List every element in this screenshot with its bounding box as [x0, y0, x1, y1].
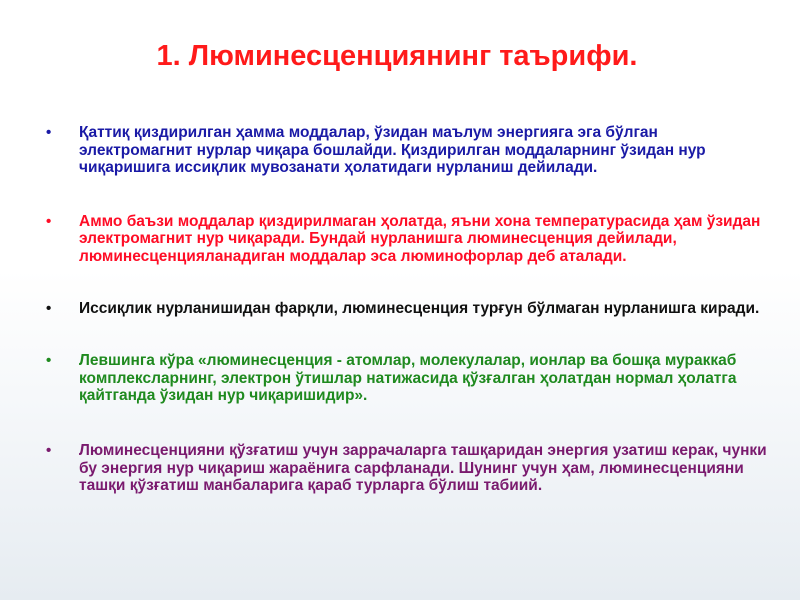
bullet-item-definition [44, 124, 770, 177]
bullet-item-levshin [44, 352, 770, 405]
bullet-list [44, 124, 770, 495]
slide-title: 1. Люминесценциянинг таърифи. [156, 40, 638, 72]
bullet-item-nonequilibrium [44, 300, 770, 318]
bullet-text: Люминесценцияни қўзғатиш учун заррачаларга ташқаридан энергия узатиш керак, чунки бу энергия нур чиқариш жараёнига сарфланади. Шунинг учун ҳам, люминесценцияни ташқи қўзғатиш манбаларига қараб турларга бўлиш табиий. [79, 441, 767, 495]
bullet-item-excitation [44, 442, 770, 495]
bullet-text: Иссиқлик нурланишидан фарқли, люминесценция турғун бўлмаган нурланишга киради. [79, 299, 760, 317]
bullet-icon: • [46, 299, 52, 317]
bullet-text: Левшинга кўра «люминесценция - атомлар, молекулалар, ионлар ва бошқа мураккаб комплексларнинг, электрон ўтишлар натижасида қўзғалган ҳолатдан нормал ҳолатга қайтганда ўзидан нур чиқаришидир». [79, 352, 737, 405]
bullet-icon: • [46, 441, 52, 459]
bullet-icon: • [46, 352, 52, 370]
bullet-text: Қаттиқ қиздирилган ҳамма моддалар, ўзидан маълум энергияга эга бўлган электромагнит нурлар чиқара бошлайди. Қиздирилган моддаларнинг ўзидан нур чиқаришига иссиқлик мувозанати ҳолатидаги нурланиш дейилади. [79, 124, 706, 177]
bullet-icon: • [46, 212, 52, 230]
bullet-icon: • [46, 124, 52, 141]
bullet-item-luminescence [44, 213, 770, 266]
bullet-text: Аммо баъзи моддалар қиздирилмаган ҳолатда, яъни хона температурасида ҳам ўзидан электромагнит нур чиқаради. Бундай нурланишга люминесценция дейилади, люминесценцияланадиган моддалар эса люминофорлар деб аталади. [79, 212, 761, 265]
